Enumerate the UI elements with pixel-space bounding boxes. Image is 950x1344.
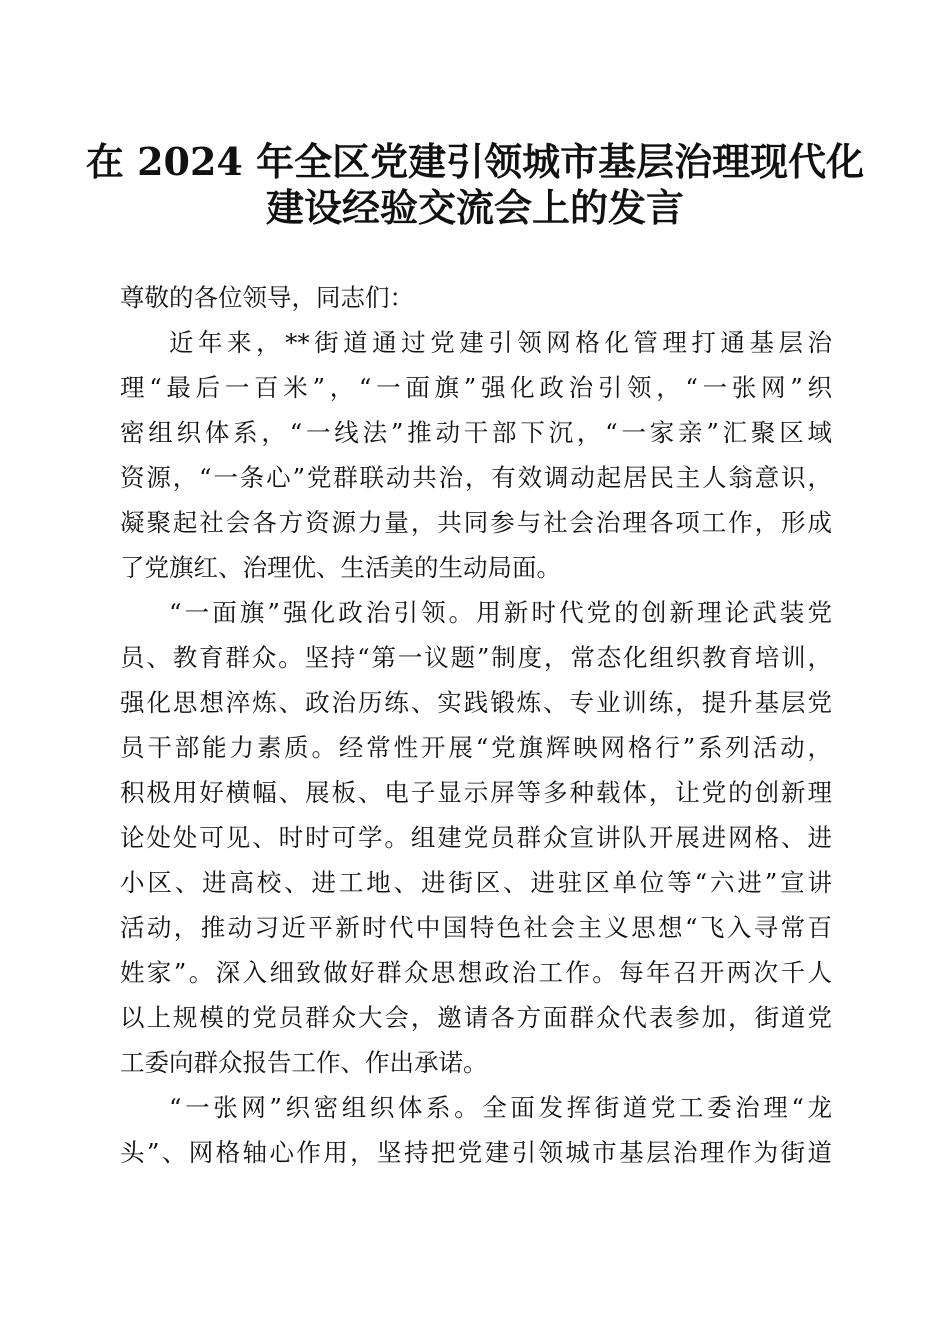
- body-line: 论处处可见、时时可学。组建党员群众宣讲队开展进网格、进: [120, 823, 832, 852]
- body-line: “一张网”织密组织体系。全面发挥街道党工委治理“龙: [169, 1093, 832, 1122]
- body-line: 姓家”。深入细致做好群众思想政治工作。每年召开两次千人: [120, 958, 832, 987]
- body-line: 活动，推动习近平新时代中国特色社会主义思想“飞入寻常百: [120, 913, 832, 942]
- body-line: 积极用好横幅、展板、电子显示屏等多种载体，让党的创新理: [120, 778, 832, 807]
- body-line: 以上规模的党员群众大会，邀请各方面群众代表参加，街道党: [120, 1003, 832, 1032]
- body-line: 强化思想淬炼、政治历练、实践锻炼、专业训练，提升基层党: [120, 688, 832, 717]
- body-line: 员、教育群众。坚持“第一议题”制度，常态化组织教育培训，: [120, 643, 832, 672]
- body-line: 头”、网格轴心作用，坚持把党建引领城市基层治理作为街道: [120, 1138, 832, 1167]
- body-line: 密组织体系，“一线法”推动干部下沉，“一家亲”汇聚区域: [120, 418, 832, 447]
- body-line: 资源，“一条心”党群联动共治，有效调动起居民主人翁意识，: [120, 463, 832, 492]
- body-line: 了党旗红、治理优、生活美的生动局面。: [120, 553, 561, 582]
- body-line: “一面旗”强化政治引领。用新时代党的创新理论武装党: [169, 598, 832, 627]
- body-line: 凝聚起社会各方资源力量，共同参与社会治理各项工作，形成: [120, 508, 832, 537]
- document-title-line-2: 建设经验交流会上的发言: [265, 185, 684, 230]
- body-line: 小区、进高校、进工地、进街区、进驻区单位等“六进”宣讲: [120, 868, 832, 897]
- body-line: 理“最后一百米”，“一面旗”强化政治引领，“一张网”织: [120, 373, 832, 402]
- body-line: 工委向群众报告工作、作出承诺。: [120, 1048, 488, 1077]
- body-line: 员干部能力素质。经常性开展“党旗辉映网格行”系列活动，: [120, 733, 832, 762]
- salutation: 尊敬的各位领导，同志们：: [120, 283, 414, 312]
- body-line: 近年来，**街道通过党建引领网格化管理打通基层治: [169, 328, 832, 357]
- document-title-line-1: 在 2024 年全区党建引领城市基层治理现代化: [85, 139, 865, 184]
